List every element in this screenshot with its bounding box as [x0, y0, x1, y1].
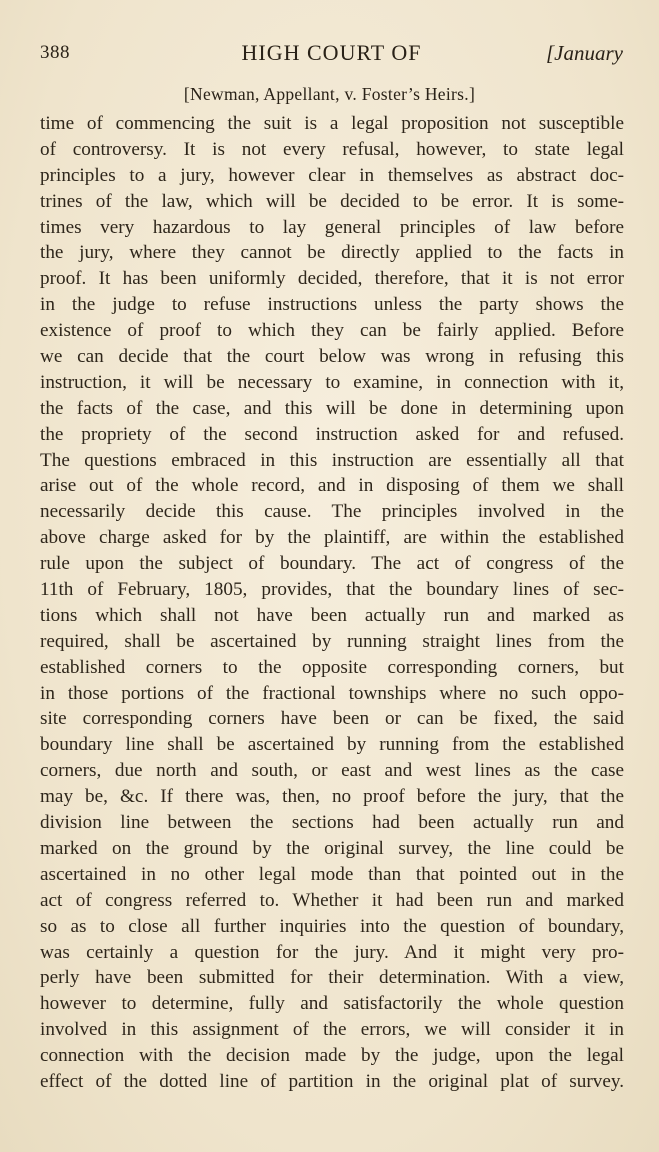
text-line: so as to close all further inquiries into the question of boundary, [40, 915, 624, 937]
text-line: instruction, it will be necessary to examine, in connection with it, [40, 371, 624, 393]
text-line: was certainly a question for the jury. And it might very pro- [40, 941, 624, 963]
text-line: perly have been submitted for their determination. With a view, [40, 967, 624, 989]
text-line: above charge asked for by the plaintiff, are within the established [40, 527, 624, 549]
text-line: act of congress referred to. Whether it had been run and marked [40, 889, 624, 911]
text-line: effect of the dotted line of partition in the original plat of survey. [40, 1070, 624, 1092]
text-line: may be, &c. If there was, then, no proof before the jury, that the [40, 786, 624, 808]
text-line: we can decide that the court below was wrong in refusing this [40, 346, 624, 368]
text-line: trines of the law, which will be decided to be error. It is some- [40, 190, 624, 212]
text-line: The questions embraced in this instruction are essentially all that [40, 449, 624, 471]
text-line: division line between the sections had been actually run and [40, 812, 624, 834]
text-line: connection with the decision made by the judge, upon the legal [40, 1045, 624, 1067]
running-date: [January [546, 41, 623, 65]
page-number: 388 [40, 42, 70, 63]
text-line: arise out of the whole record, and in disposing of them we shall [40, 475, 624, 497]
text-line: the jury, where they cannot be directly applied to the facts in [40, 242, 624, 264]
text-line: rule upon the subject of boundary. The act of congress of the [40, 553, 624, 575]
text-line: in those portions of the fractional townships where no such oppo- [40, 682, 624, 704]
text-line: necessarily decide this cause. The principles involved in the [40, 501, 624, 523]
text-line: existence of proof to which they can be fairly applied. Before [40, 320, 624, 342]
text-line: corners, due north and south, or east and west lines as the case [40, 760, 624, 782]
text-line: tions which shall not have been actually run and marked as [40, 604, 624, 626]
text-line: times very hazardous to lay general principles of law before [40, 216, 624, 238]
text-line: the propriety of the second instruction asked for and refused. [40, 423, 624, 445]
text-line: required, shall be ascertained by running straight lines from the [40, 630, 624, 652]
text-line: however to determine, fully and satisfactorily the whole question [40, 993, 624, 1015]
text-line: marked on the ground by the original survey, the line could be [40, 837, 624, 859]
text-line: in the judge to refuse instructions unless the party shows the [40, 294, 624, 316]
text-line: involved in this assignment of the errors, we will consider it in [40, 1019, 624, 1041]
text-line: ascertained in no other legal mode than that pointed out in the [40, 863, 624, 885]
text-line: time of commencing the suit is a legal proposition not susceptible [40, 113, 624, 134]
running-title: HIGH COURT OF [241, 40, 422, 65]
text-line: established corners to the opposite corresponding corners, but [40, 656, 624, 678]
text-line: principles to a jury, however clear in themselves as abstract doc- [40, 164, 624, 186]
running-head [40, 40, 623, 70]
text-line: proof. It has been uniformly decided, therefore, that it is not error [40, 268, 624, 290]
opinion-text [40, 111, 624, 1095]
text-line: the facts of the case, and this will be done in determining upon [40, 397, 624, 419]
text-line: of controversy. It is not every refusal, however, to state legal [40, 138, 624, 160]
text-line: site corresponding corners have been or can be fixed, the said [40, 708, 624, 730]
text-line: boundary line shall be ascertained by running from the established [40, 734, 624, 756]
text-line: 11th of February, 1805, provides, that the boundary lines of sec- [40, 579, 624, 601]
case-caption: [Newman, Appellant, v. Foster’s Heirs.] [183, 84, 476, 104]
